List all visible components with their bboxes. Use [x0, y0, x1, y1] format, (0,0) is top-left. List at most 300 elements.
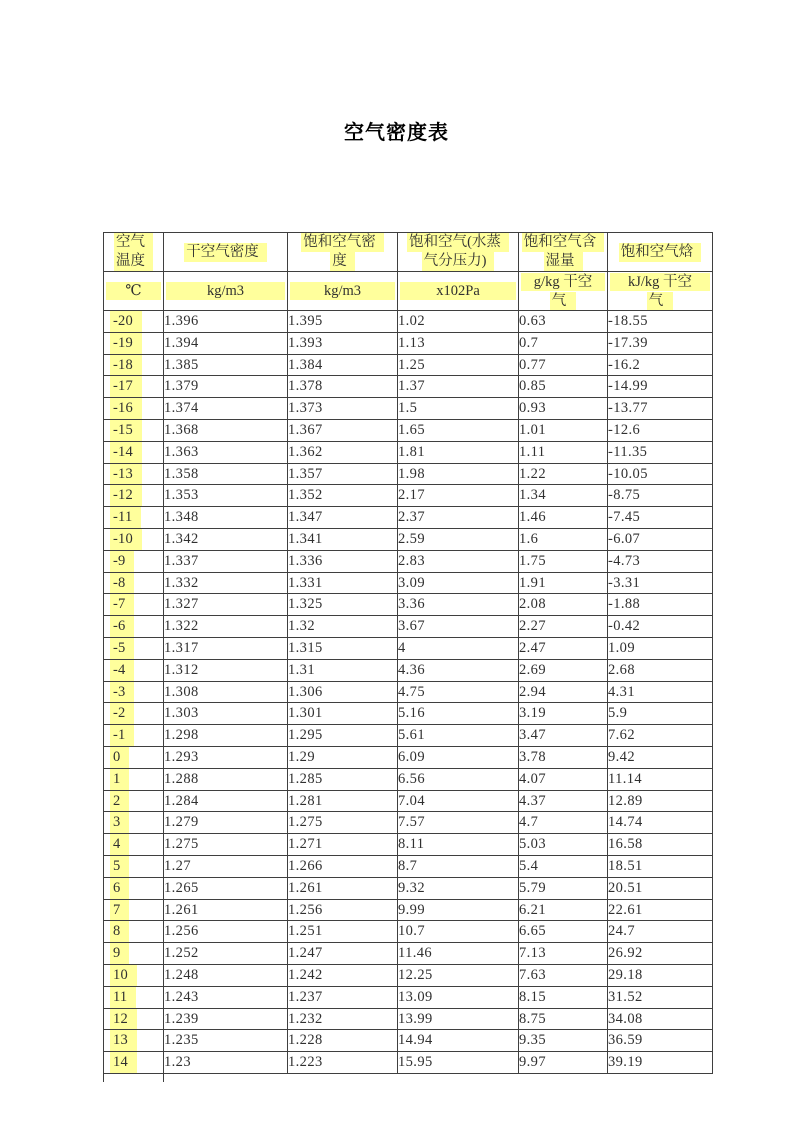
- value-cell: 1.374: [164, 398, 288, 420]
- value-cell: 1.293: [164, 746, 288, 768]
- temperature-cell: [104, 1030, 164, 1052]
- temperature-highlighted-value: 11: [110, 987, 136, 1008]
- value-cell: 7.62: [608, 725, 713, 747]
- value-cell: 24.7: [608, 921, 713, 943]
- value-cell: 1.228: [288, 1030, 398, 1052]
- unit-highlighted-text: 气: [647, 292, 674, 310]
- temperature-highlighted-value: -2: [110, 703, 134, 724]
- value-cell: 1.22: [519, 463, 608, 485]
- value-cell: 1.34: [519, 485, 608, 507]
- value-cell: 1.367: [288, 419, 398, 441]
- table-row: [104, 550, 713, 572]
- temperature-highlighted-value: 0: [110, 747, 129, 768]
- column-unit-0: [104, 272, 164, 311]
- value-cell: 2.27: [519, 616, 608, 638]
- value-cell: 1.91: [519, 572, 608, 594]
- temperature-highlighted-value: -11: [110, 507, 141, 528]
- column-header-5: [608, 233, 713, 272]
- temperature-cell: [104, 332, 164, 354]
- value-cell: 1.75: [519, 550, 608, 572]
- value-cell: 1.46: [519, 507, 608, 529]
- temperature-highlighted-value: -6: [110, 616, 134, 637]
- temperature-cell: [104, 768, 164, 790]
- value-cell: 1.247: [288, 943, 398, 965]
- temperature-cell: [104, 616, 164, 638]
- value-cell: 7.63: [519, 964, 608, 986]
- temperature-cell: [104, 354, 164, 376]
- value-cell: 5.03: [519, 834, 608, 856]
- value-cell: 1.336: [288, 550, 398, 572]
- value-cell: 1.347: [288, 507, 398, 529]
- header-highlighted-text: 温度: [114, 252, 153, 271]
- temperature-highlighted-value: -14: [110, 442, 142, 463]
- value-cell: 1.378: [288, 376, 398, 398]
- value-cell: 6.65: [519, 921, 608, 943]
- header-highlighted-text: 气分压力): [422, 252, 495, 271]
- value-cell: 2.68: [608, 659, 713, 681]
- value-cell: 9.32: [398, 877, 519, 899]
- table-row: [104, 419, 713, 441]
- temperature-highlighted-value: 5: [110, 856, 129, 877]
- value-cell: 13.99: [398, 1008, 519, 1030]
- temperature-highlighted-value: 6: [110, 878, 129, 899]
- value-cell: 1.232: [288, 1008, 398, 1030]
- table-row: [104, 332, 713, 354]
- value-cell: 1.352: [288, 485, 398, 507]
- table-row: [104, 637, 713, 659]
- temperature-cell: [104, 1052, 164, 1074]
- value-cell: 29.18: [608, 964, 713, 986]
- value-cell: -4.73: [608, 550, 713, 572]
- table-row: [104, 921, 713, 943]
- temperature-cell: [104, 681, 164, 703]
- value-cell: 9.99: [398, 899, 519, 921]
- table-row: [104, 986, 713, 1008]
- value-cell: 3.47: [519, 725, 608, 747]
- table-row: [104, 398, 713, 420]
- value-cell: 3.36: [398, 594, 519, 616]
- value-cell: 2.94: [519, 681, 608, 703]
- unit-highlighted-text: kg/m3: [166, 282, 285, 300]
- temperature-cell: [104, 790, 164, 812]
- value-cell: -1.88: [608, 594, 713, 616]
- value-cell: 5.9: [608, 703, 713, 725]
- value-cell: 1.5: [398, 398, 519, 420]
- value-cell: 3.67: [398, 616, 519, 638]
- value-cell: 1.379: [164, 376, 288, 398]
- value-cell: 1.331: [288, 572, 398, 594]
- value-cell: 15.95: [398, 1052, 519, 1074]
- value-cell: 0.85: [519, 376, 608, 398]
- column-header-1: [164, 233, 288, 272]
- value-cell: 2.59: [398, 528, 519, 550]
- value-cell: 1.27: [164, 855, 288, 877]
- value-cell: 1.285: [288, 768, 398, 790]
- value-cell: 1.01: [519, 419, 608, 441]
- temperature-cell: [104, 899, 164, 921]
- value-cell: 1.396: [164, 311, 288, 333]
- table-row: [104, 659, 713, 681]
- unit-highlighted-text: 气: [550, 292, 577, 310]
- value-cell: 7.57: [398, 812, 519, 834]
- temperature-highlighted-value: 2: [110, 791, 129, 812]
- temperature-cell: [104, 812, 164, 834]
- table-row: [104, 354, 713, 376]
- value-cell: 1.312: [164, 659, 288, 681]
- table-row: [104, 616, 713, 638]
- table-row: [104, 964, 713, 986]
- value-cell: 2.69: [519, 659, 608, 681]
- value-cell: -18.55: [608, 311, 713, 333]
- header-row-units: [104, 272, 713, 311]
- table-row: [104, 507, 713, 529]
- temperature-highlighted-value: -17: [110, 376, 142, 397]
- value-cell: 1.252: [164, 943, 288, 965]
- temperature-cell: [104, 659, 164, 681]
- unit-highlighted-text: kJ/kg 干空: [610, 273, 710, 291]
- table-row: [104, 855, 713, 877]
- value-cell: 9.42: [608, 746, 713, 768]
- table-row: [104, 812, 713, 834]
- value-cell: 1.275: [164, 834, 288, 856]
- value-cell: 1.23: [164, 1052, 288, 1074]
- temperature-cell: [104, 725, 164, 747]
- value-cell: 6.56: [398, 768, 519, 790]
- temperature-cell: [104, 550, 164, 572]
- header-row-labels: [104, 233, 713, 272]
- value-cell: 13.09: [398, 986, 519, 1008]
- table-row: [104, 528, 713, 550]
- value-cell: 5.79: [519, 877, 608, 899]
- column-unit-3: [398, 272, 519, 311]
- header-highlighted-text: 饱和空气焓: [619, 243, 702, 262]
- table-row: [104, 1008, 713, 1030]
- temperature-highlighted-value: -20: [110, 311, 142, 332]
- value-cell: 1.09: [608, 637, 713, 659]
- value-cell: 9.35: [519, 1030, 608, 1052]
- value-cell: 1.373: [288, 398, 398, 420]
- value-cell: -16.2: [608, 354, 713, 376]
- value-cell: 1.242: [288, 964, 398, 986]
- temperature-cell: [104, 528, 164, 550]
- value-cell: 1.281: [288, 790, 398, 812]
- value-cell: 1.275: [288, 812, 398, 834]
- column-unit-5: [608, 272, 713, 311]
- header-highlighted-text: 饱和空气密: [301, 233, 384, 252]
- table-row: [104, 376, 713, 398]
- temperature-cell: [104, 507, 164, 529]
- table-row: [104, 725, 713, 747]
- temperature-highlighted-value: 10: [110, 965, 137, 986]
- temperature-cell: [104, 877, 164, 899]
- temperature-cell: [104, 398, 164, 420]
- value-cell: -3.31: [608, 572, 713, 594]
- header-highlighted-text: 度: [330, 252, 355, 271]
- value-cell: 2.83: [398, 550, 519, 572]
- table-continuation-stub-col1: [163, 1072, 164, 1082]
- value-cell: 5.16: [398, 703, 519, 725]
- value-cell: 1.265: [164, 877, 288, 899]
- value-cell: 0.63: [519, 311, 608, 333]
- value-cell: 1.261: [288, 877, 398, 899]
- temperature-cell: [104, 594, 164, 616]
- table-row: [104, 703, 713, 725]
- value-cell: 1.348: [164, 507, 288, 529]
- value-cell: 1.337: [164, 550, 288, 572]
- value-cell: 1.394: [164, 332, 288, 354]
- value-cell: 39.19: [608, 1052, 713, 1074]
- temperature-cell: [104, 637, 164, 659]
- value-cell: -12.6: [608, 419, 713, 441]
- temperature-highlighted-value: 7: [110, 900, 129, 921]
- temperature-highlighted-value: -16: [110, 398, 142, 419]
- air-density-table: [103, 232, 713, 1074]
- value-cell: 4.07: [519, 768, 608, 790]
- value-cell: 5.61: [398, 725, 519, 747]
- value-cell: 0.77: [519, 354, 608, 376]
- value-cell: 3.09: [398, 572, 519, 594]
- table-row: [104, 463, 713, 485]
- header-highlighted-text: 湿量: [544, 252, 583, 271]
- temperature-highlighted-value: 3: [110, 812, 129, 833]
- unit-highlighted-text: kg/m3: [290, 282, 395, 300]
- value-cell: 1.25: [398, 354, 519, 376]
- value-cell: 1.29: [288, 746, 398, 768]
- value-cell: 1.303: [164, 703, 288, 725]
- value-cell: 1.31: [288, 659, 398, 681]
- temperature-highlighted-value: -12: [110, 485, 142, 506]
- temperature-highlighted-value: -1: [110, 725, 134, 746]
- value-cell: 1.81: [398, 441, 519, 463]
- value-cell: 3.19: [519, 703, 608, 725]
- temperature-highlighted-value: -15: [110, 420, 142, 441]
- value-cell: -8.75: [608, 485, 713, 507]
- temperature-highlighted-value: -13: [110, 464, 142, 485]
- value-cell: 1.13: [398, 332, 519, 354]
- value-cell: 11.14: [608, 768, 713, 790]
- value-cell: 12.89: [608, 790, 713, 812]
- value-cell: 6.21: [519, 899, 608, 921]
- temperature-highlighted-value: -7: [110, 594, 134, 615]
- temperature-highlighted-value: 13: [110, 1030, 137, 1051]
- temperature-cell: [104, 463, 164, 485]
- value-cell: 1.298: [164, 725, 288, 747]
- value-cell: 1.385: [164, 354, 288, 376]
- temperature-cell: [104, 419, 164, 441]
- value-cell: 1.237: [288, 986, 398, 1008]
- table-row: [104, 311, 713, 333]
- value-cell: 20.51: [608, 877, 713, 899]
- value-cell: 1.342: [164, 528, 288, 550]
- temperature-highlighted-value: 14: [110, 1052, 137, 1073]
- header-highlighted-text: 干空气密度: [184, 243, 267, 262]
- temperature-highlighted-value: 8: [110, 921, 129, 942]
- value-cell: 1.02: [398, 311, 519, 333]
- temperature-cell: [104, 943, 164, 965]
- value-cell: -17.39: [608, 332, 713, 354]
- table-continuation-stub-left: [103, 1072, 104, 1082]
- value-cell: -7.45: [608, 507, 713, 529]
- value-cell: 1.341: [288, 528, 398, 550]
- value-cell: 1.271: [288, 834, 398, 856]
- value-cell: 10.7: [398, 921, 519, 943]
- value-cell: 0.7: [519, 332, 608, 354]
- temperature-highlighted-value: -19: [110, 333, 142, 354]
- value-cell: -11.35: [608, 441, 713, 463]
- value-cell: 0.93: [519, 398, 608, 420]
- temperature-highlighted-value: -18: [110, 355, 142, 376]
- value-cell: 1.256: [288, 899, 398, 921]
- value-cell: 1.363: [164, 441, 288, 463]
- table-row: [104, 768, 713, 790]
- temperature-cell: [104, 855, 164, 877]
- value-cell: 1.301: [288, 703, 398, 725]
- value-cell: 9.97: [519, 1052, 608, 1074]
- value-cell: 1.322: [164, 616, 288, 638]
- table-row: [104, 790, 713, 812]
- value-cell: 1.395: [288, 311, 398, 333]
- temperature-cell: [104, 746, 164, 768]
- value-cell: 8.75: [519, 1008, 608, 1030]
- header-highlighted-text: 空气: [114, 233, 153, 252]
- unit-highlighted-text: ℃: [106, 282, 161, 300]
- column-header-4: [519, 233, 608, 272]
- temperature-cell: [104, 572, 164, 594]
- temperature-highlighted-value: -3: [110, 682, 134, 703]
- value-cell: 2.37: [398, 507, 519, 529]
- value-cell: 1.368: [164, 419, 288, 441]
- value-cell: 2.17: [398, 485, 519, 507]
- value-cell: 1.65: [398, 419, 519, 441]
- value-cell: 1.358: [164, 463, 288, 485]
- temperature-cell: [104, 376, 164, 398]
- value-cell: 1.288: [164, 768, 288, 790]
- value-cell: 1.279: [164, 812, 288, 834]
- value-cell: -13.77: [608, 398, 713, 420]
- column-header-0: [104, 233, 164, 272]
- value-cell: 1.306: [288, 681, 398, 703]
- unit-highlighted-text: x102Pa: [400, 282, 516, 300]
- value-cell: 1.393: [288, 332, 398, 354]
- table-row: [104, 834, 713, 856]
- unit-highlighted-text: g/kg 干空: [521, 273, 605, 291]
- value-cell: 1.284: [164, 790, 288, 812]
- value-cell: 1.32: [288, 616, 398, 638]
- table-row: [104, 485, 713, 507]
- value-cell: 1.239: [164, 1008, 288, 1030]
- value-cell: 1.37: [398, 376, 519, 398]
- value-cell: 1.266: [288, 855, 398, 877]
- value-cell: 22.61: [608, 899, 713, 921]
- value-cell: 1.98: [398, 463, 519, 485]
- header-highlighted-text: 饱和空气含: [522, 233, 605, 252]
- table-row: [104, 877, 713, 899]
- value-cell: 1.327: [164, 594, 288, 616]
- temperature-cell: [104, 485, 164, 507]
- value-cell: 2.08: [519, 594, 608, 616]
- value-cell: 1.11: [519, 441, 608, 463]
- value-cell: 1.295: [288, 725, 398, 747]
- table-row: [104, 899, 713, 921]
- value-cell: -0.42: [608, 616, 713, 638]
- value-cell: 1.251: [288, 921, 398, 943]
- column-header-2: [288, 233, 398, 272]
- value-cell: 12.25: [398, 964, 519, 986]
- value-cell: 14.94: [398, 1030, 519, 1052]
- value-cell: 14.74: [608, 812, 713, 834]
- value-cell: -10.05: [608, 463, 713, 485]
- value-cell: 4.31: [608, 681, 713, 703]
- temperature-cell: [104, 441, 164, 463]
- temperature-highlighted-value: -10: [110, 529, 142, 550]
- value-cell: 1.325: [288, 594, 398, 616]
- value-cell: 1.248: [164, 964, 288, 986]
- value-cell: 1.362: [288, 441, 398, 463]
- table-row: [104, 441, 713, 463]
- temperature-cell: [104, 703, 164, 725]
- table-row: [104, 1030, 713, 1052]
- table-row: [104, 572, 713, 594]
- value-cell: 4.75: [398, 681, 519, 703]
- value-cell: 1.308: [164, 681, 288, 703]
- value-cell: 36.59: [608, 1030, 713, 1052]
- temperature-highlighted-value: -5: [110, 638, 134, 659]
- value-cell: 26.92: [608, 943, 713, 965]
- temperature-highlighted-value: 9: [110, 943, 129, 964]
- value-cell: 1.261: [164, 899, 288, 921]
- value-cell: 8.11: [398, 834, 519, 856]
- temperature-highlighted-value: -9: [110, 551, 134, 572]
- value-cell: 1.243: [164, 986, 288, 1008]
- value-cell: -6.07: [608, 528, 713, 550]
- table-row: [104, 746, 713, 768]
- value-cell: 1.384: [288, 354, 398, 376]
- value-cell: 1.6: [519, 528, 608, 550]
- value-cell: -14.99: [608, 376, 713, 398]
- temperature-cell: [104, 1008, 164, 1030]
- value-cell: 7.04: [398, 790, 519, 812]
- value-cell: 1.315: [288, 637, 398, 659]
- table-row: [104, 594, 713, 616]
- value-cell: 1.357: [288, 463, 398, 485]
- value-cell: 31.52: [608, 986, 713, 1008]
- table-row: [104, 681, 713, 703]
- value-cell: 4.7: [519, 812, 608, 834]
- value-cell: 4.37: [519, 790, 608, 812]
- value-cell: 3.78: [519, 746, 608, 768]
- temperature-highlighted-value: 4: [110, 834, 129, 855]
- table-row: [104, 943, 713, 965]
- temperature-highlighted-value: 12: [110, 1009, 137, 1030]
- value-cell: 7.13: [519, 943, 608, 965]
- temperature-highlighted-value: 1: [110, 769, 129, 790]
- temperature-cell: [104, 986, 164, 1008]
- column-unit-1: [164, 272, 288, 311]
- value-cell: 16.58: [608, 834, 713, 856]
- header-highlighted-text: 饱和空气(水蒸: [407, 233, 509, 252]
- temperature-cell: [104, 834, 164, 856]
- value-cell: 1.256: [164, 921, 288, 943]
- table-body: [104, 311, 713, 1074]
- column-header-3: [398, 233, 519, 272]
- value-cell: 11.46: [398, 943, 519, 965]
- value-cell: 8.15: [519, 986, 608, 1008]
- value-cell: 5.4: [519, 855, 608, 877]
- temperature-cell: [104, 964, 164, 986]
- column-unit-2: [288, 272, 398, 311]
- value-cell: 4: [398, 637, 519, 659]
- temperature-highlighted-value: -4: [110, 660, 134, 681]
